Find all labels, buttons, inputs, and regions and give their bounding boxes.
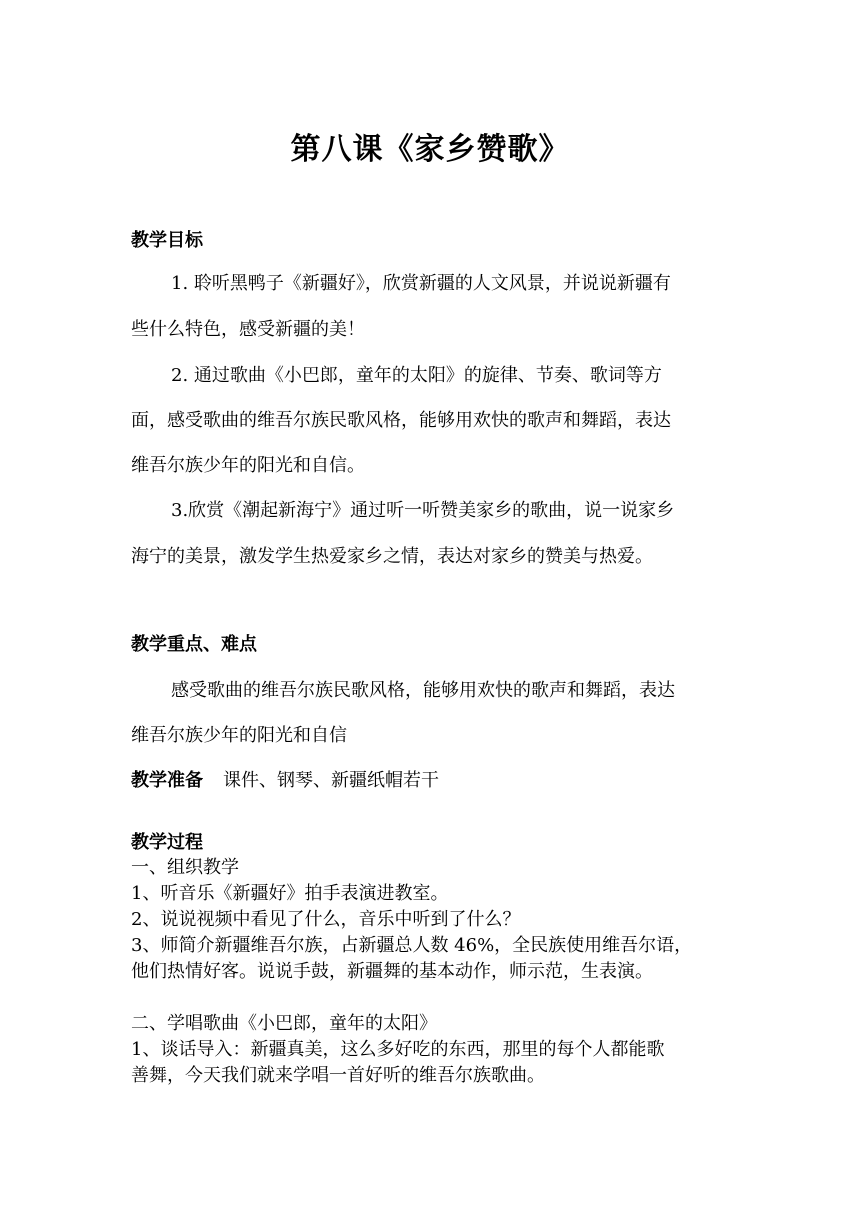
key-points-line-1: 感受歌曲的维吾尔族民歌风格，能够用欢快的歌声和舞蹈，表达 bbox=[171, 680, 675, 701]
objective-line-1: 1. 聆听黑鸭子《新疆好》，欣赏新疆的人文风景，并说说新疆有 bbox=[171, 273, 671, 294]
objective-line-2: 些什么特色，感受新疆的美！ bbox=[131, 319, 365, 340]
objective-line-3: 2. 通过歌曲《小巴郎，童年的太阳》的旋律、节奏、歌词等方 bbox=[171, 365, 662, 386]
objective-line-5: 维吾尔族少年的阳光和自信。 bbox=[131, 455, 365, 476]
process-line-1: 一、组织教学 bbox=[131, 857, 239, 878]
process-line-8: 1、谈话导入：新疆真美，这么多好吃的东西，那里的每个人都能歌 bbox=[131, 1039, 665, 1060]
process-line-4: 3、师简介新疆维吾尔族，占新疆总人数 46%，全民族使用维吾尔语， bbox=[131, 935, 693, 956]
process-line-5: 他们热情好客。说说手鼓，新疆舞的基本动作，师示范，生表演。 bbox=[131, 961, 653, 982]
page-title: 第八课《家乡赞歌》 bbox=[290, 132, 570, 167]
objective-line-4: 面，感受歌曲的维吾尔族民歌风格，能够用欢快的歌声和舞蹈，表达 bbox=[131, 410, 671, 431]
key-points-heading: 教学重点、难点 bbox=[131, 634, 257, 655]
process-heading: 教学过程 bbox=[131, 832, 203, 853]
objective-line-6: 3.欣赏《潮起新海宁》通过听一听赞美家乡的歌曲，说一说家乡 bbox=[171, 500, 675, 521]
key-points-line-2: 维吾尔族少年的阳光和自信 bbox=[131, 725, 347, 746]
preparation-value: 课件、钢琴、新疆纸帽若干 bbox=[223, 770, 439, 791]
objectives-heading: 教学目标 bbox=[131, 230, 203, 251]
preparation-row bbox=[131, 768, 439, 794]
process-line-3: 2、说说视频中看见了什么，音乐中听到了什么？ bbox=[131, 909, 521, 930]
process-line-9: 善舞，今天我们就来学唱一首好听的维吾尔族歌曲。 bbox=[131, 1065, 545, 1086]
process-line-7: 二、学唱歌曲《小巴郎，童年的太阳》 bbox=[131, 1013, 437, 1034]
preparation-label: 教学准备 bbox=[131, 770, 203, 791]
objective-line-7: 海宁的美景，激发学生热爱家乡之情，表达对家乡的赞美与热爱。 bbox=[131, 546, 653, 567]
process-line-2: 1、听音乐《新疆好》拍手表演进教室。 bbox=[131, 883, 449, 904]
